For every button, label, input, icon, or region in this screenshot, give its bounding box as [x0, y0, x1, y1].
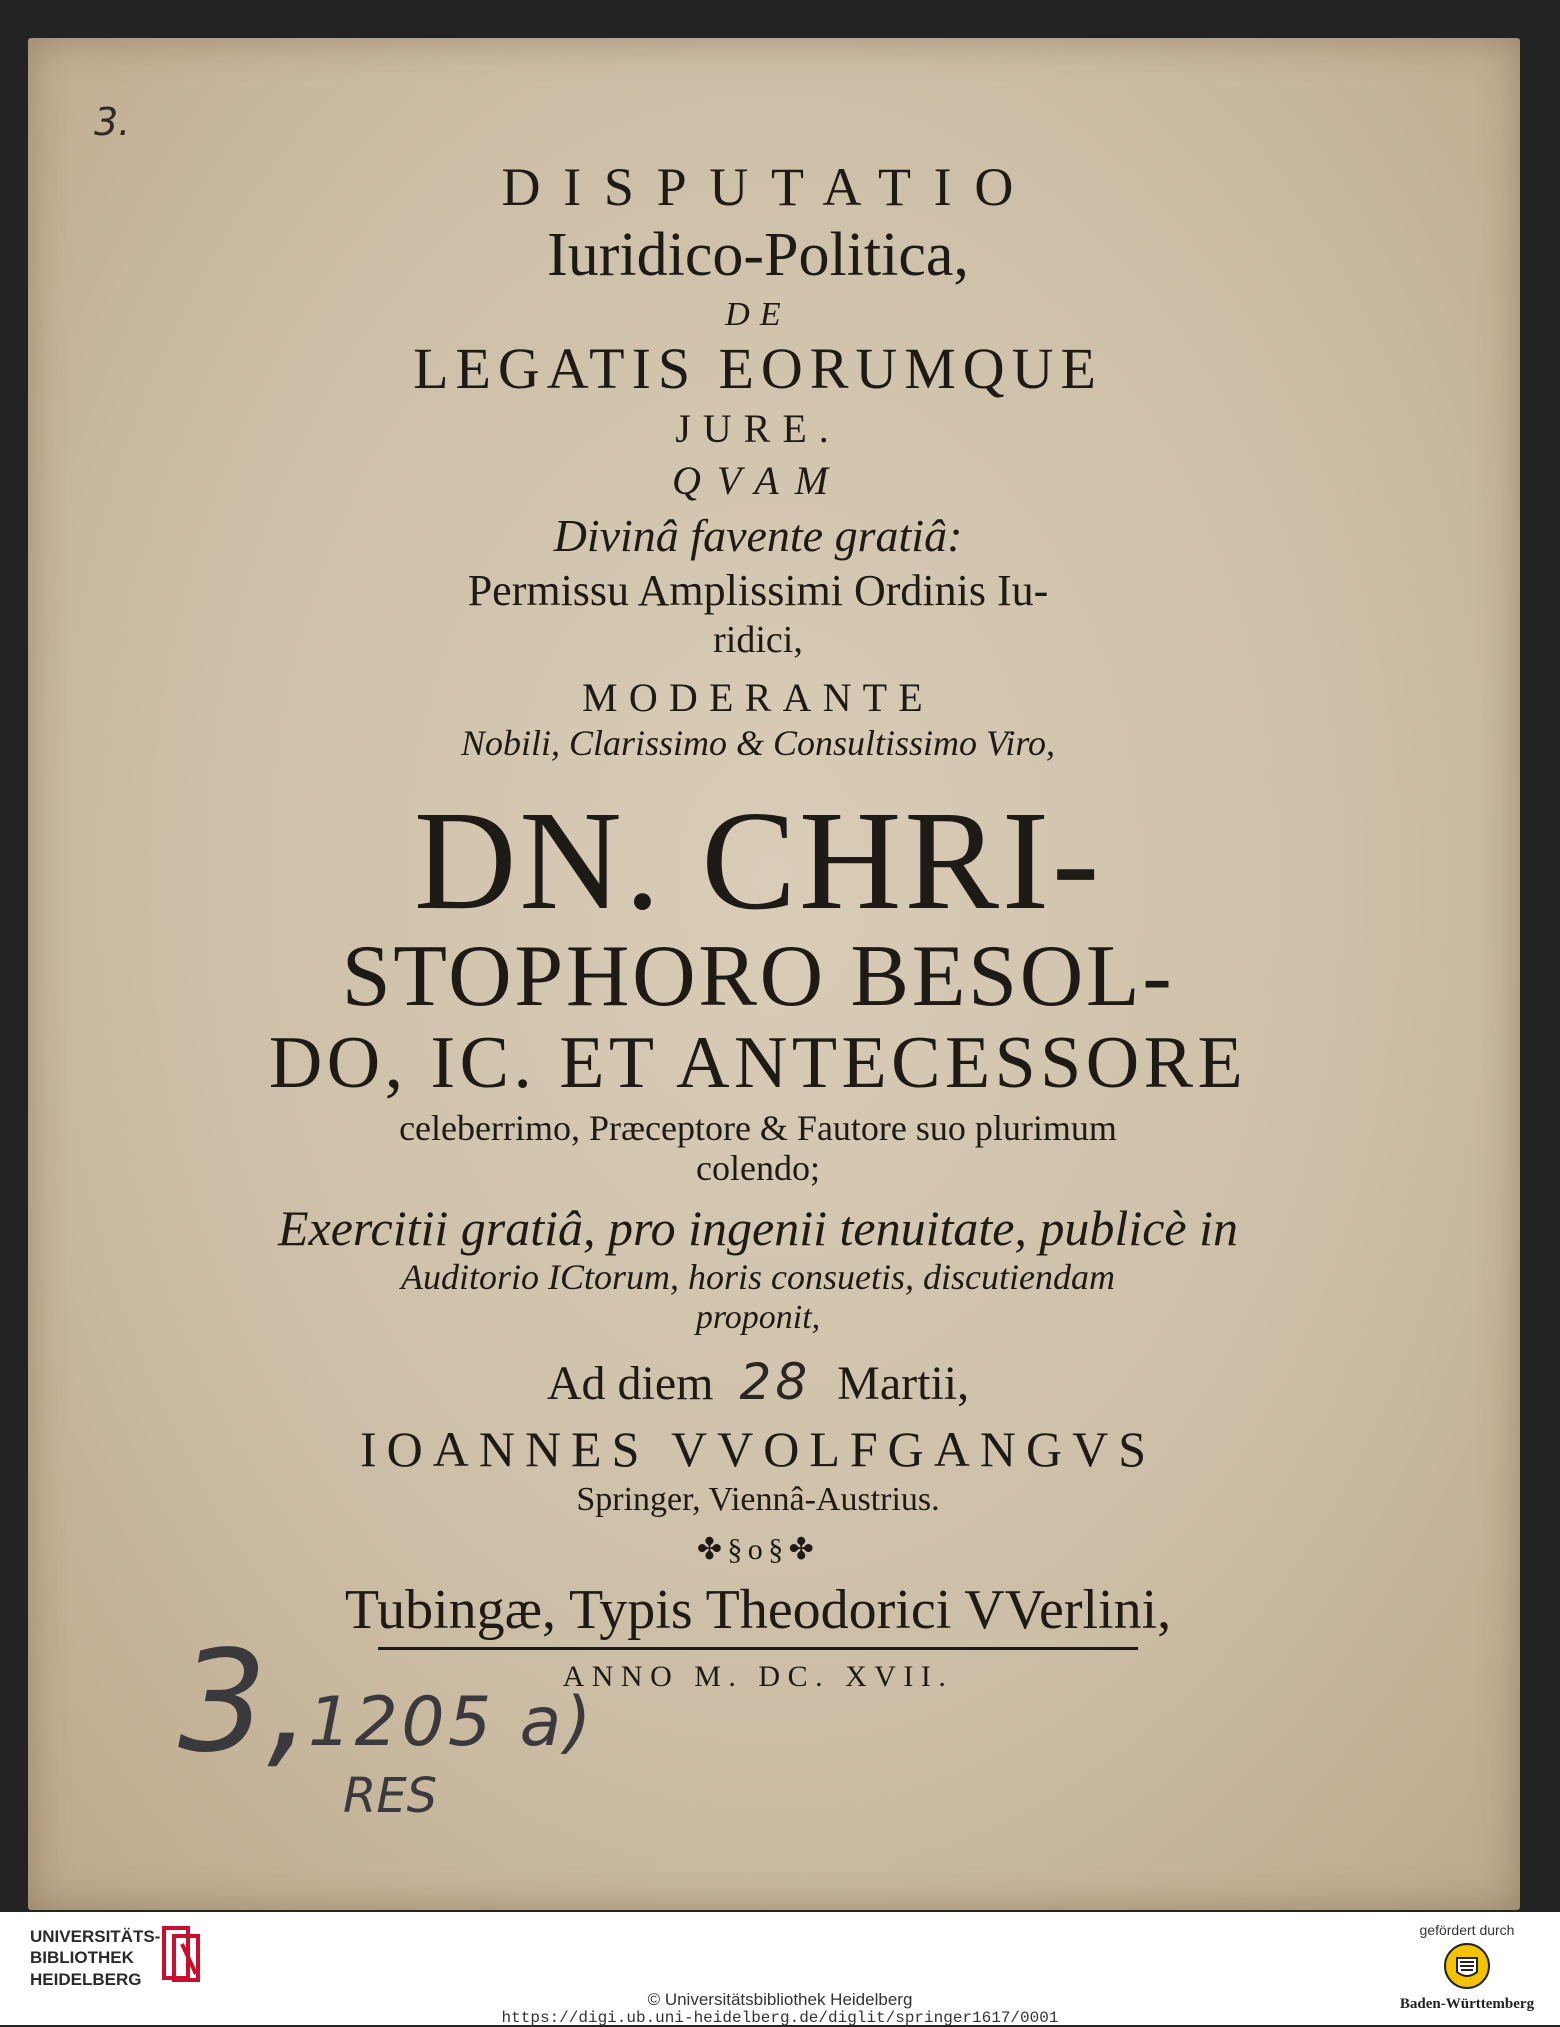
- ad-diem-text: Ad diem: [546, 1356, 714, 1410]
- title-line-ad-diem: [238, 1352, 1278, 1411]
- handwritten-date: 28: [739, 1352, 812, 1411]
- title-line-colendo: colendo;: [696, 1148, 820, 1189]
- title-line-divina: Divinâ favente gratiâ:: [553, 509, 963, 561]
- shelfmark-res: RES: [343, 1768, 438, 1824]
- printer-ornament: ✤§o§✤: [696, 1532, 820, 1566]
- logo-line-3: HEIDELBERG: [30, 1969, 142, 1989]
- imprint-rule: [378, 1647, 1138, 1650]
- title-line-ioannes: IOANNES VVOLFGANGVS: [359, 1421, 1157, 1478]
- logo-line-2: BIBLIOTHEK: [30, 1948, 134, 1968]
- title-line-jure: JURE.: [675, 405, 841, 451]
- sponsor-name: Baden-Württemberg: [1399, 1996, 1535, 2012]
- corner-handwritten-mark: 3.: [94, 100, 131, 144]
- title-line-stophoro: STOPHORO BESOL-: [341, 928, 1175, 1026]
- title-line-de: DE: [725, 295, 791, 333]
- shelfmark-number: 1205 a): [308, 1683, 595, 1762]
- martii-text: Martii,: [837, 1356, 970, 1410]
- title-line-dn-chri: DN. CHRI-: [413, 781, 1103, 940]
- title-line-permissu: Permissu Amplissimi Ordinis Iu-: [467, 566, 1049, 616]
- title-line-exercitii: Exercitii gratiâ, pro ingenii tenuitate, publicè in: [277, 1199, 1238, 1256]
- title-line-springer: Springer, Viennâ-Austrius.: [576, 1481, 940, 1519]
- sponsor-block: [1392, 1922, 1542, 2013]
- title-block: [238, 158, 1278, 1693]
- title-line-nobili: Nobili, Clarissimo & Consultissimo Viro,: [460, 722, 1056, 763]
- title-line-disputatio: DISPUTATIO: [501, 157, 1037, 217]
- title-line-legatis: LEGATIS EORUMQUE: [413, 335, 1103, 401]
- sponsor-label: gefördert durch: [1419, 1922, 1515, 1938]
- shelfmark-main: 3,: [178, 1621, 312, 1784]
- permalink-url[interactable]: https://digi.ub.uni-heidelberg.de/diglit/springer1617/0001: [501, 2009, 1059, 2027]
- title-line-ridici: ridici,: [713, 618, 803, 661]
- title-line-auditorio: Auditorio ICtorum, horis consuetis, discutiendam: [401, 1256, 1115, 1297]
- title-line-tubingae: Tubingæ, Typis Theodorici VVerlini,: [344, 1578, 1172, 1641]
- logo-line-1: UNIVERSITÄTS-: [30, 1927, 161, 1946]
- title-line-celeberrimo: celeberrimo, Præceptore & Fautore suo plurimum: [399, 1108, 1117, 1149]
- viewer-footer: [0, 1912, 1560, 2025]
- copyright-notice: © Universitätsbibliothek Heidelberg: [647, 1990, 913, 2009]
- title-page-scan: [28, 38, 1520, 1910]
- title-line-anno: ANNO M. DC. XVII.: [562, 1660, 954, 1694]
- title-line-iuridico-politica: Iuridico-Politica,: [547, 221, 969, 290]
- title-line-do-ic: DO, IC. ET ANTECESSORE: [268, 1021, 1248, 1104]
- logo-wordmark: [30, 1926, 160, 1990]
- baden-wuerttemberg-seal-icon: [1443, 1942, 1491, 1990]
- title-line-quam: QVAM: [671, 457, 845, 503]
- title-line-moderante: MODERANTE: [582, 674, 934, 720]
- title-line-proponit: proponit,: [695, 1299, 821, 1337]
- library-logo-icon: [162, 1926, 206, 1984]
